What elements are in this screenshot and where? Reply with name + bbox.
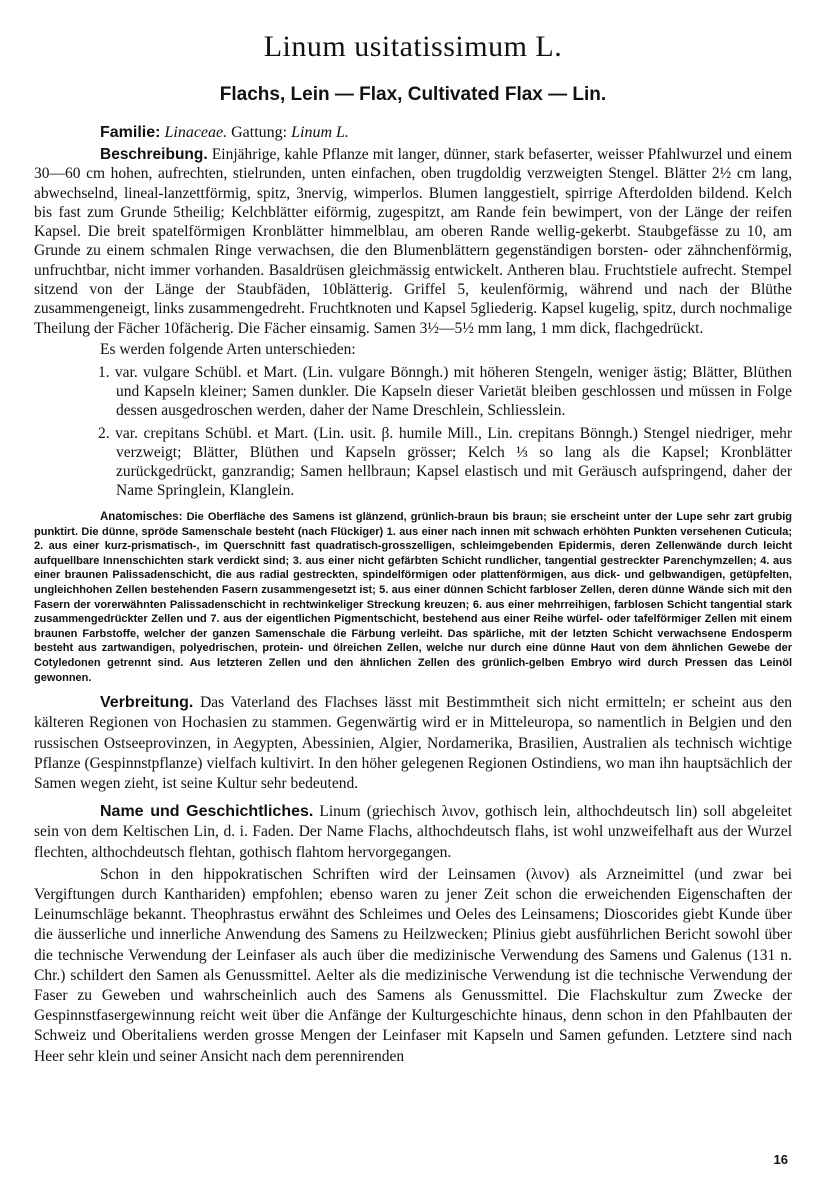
familie-label: Familie: xyxy=(100,124,161,141)
anatomy-label: Anatomisches: xyxy=(100,510,183,523)
page-title: Linum usitatissimum L. xyxy=(263,30,563,63)
family-name: Linaceae. xyxy=(164,124,228,141)
page-number: 16 xyxy=(773,1152,788,1167)
description-text: Einjährige, kahle Pflanze mit langer, dünner, stark befaserter, weisser Pfahlwurzel und einem 30—60 cm hohen, aufrechten, stielrunden, unten einfachen, oben trugdoldig verzweigten Stengel. Blätter 2½ cm lang, abwechselnd, lineal-lanzettförmig, spitz, 3nervig, wimperlos. Blumen langgestielt, spirrige Afterdolden bildend. Kelch bis fast zum Grunde 5theilig; Kelchblätter eiförmig, zugespitzt, am Rande fein bewimpert, von der Länge der reifen Kapsel. Die breit spatelförmigen Kronblätter himmelblau, am oberen Rande wellig-gekerbt. Staubgefässe zu 10, am Grunde zu einem schmalen Ringe verwachsen, die den Blumenblättern gegenständigen borsten- oder zähnchenförmig, unfruchtbar, nicht immer vorhanden. Basaldrüsen gleichmässig entwickelt. Antheren blau. Fruchtstiele aufrecht. Stempel sitzend von der Länge der Staubfäden, 10blätterig. Griffel 5, keulenförmig, während und nach der Blüthe zusammengeneigt, links zusammengedreht. Fruchtknoten und Kapsel 5gliederig. Kapsel kugelig, spitz, durch nochmalige Theilung der Fächer 10fächerig. Die Fächer einsamig. Samen 3½—5½ mm lang, 1 mm dick, flachgedrückt. xyxy=(34,146,792,337)
main-text xyxy=(34,122,792,1067)
distribution-paragraph xyxy=(34,693,792,794)
description-paragraph xyxy=(34,145,792,338)
anatomy-text: Die Oberfläche des Samens ist glänzend, grünlich-braun bis braun; sie erscheint unter der Lupe sehr zart grubig punktirt. Die dünne, spröde Samenschale besteht (nach Flückiger) 1. aus einer nach innen mit schwach erhöhten Punkten versehenen Cuticula; 2. aus einer kurz-prismatisch-, im Querschnitt fast quadratisch-grosszelligen, schleimgebenden Epidermis, deren Zellenwände durch leicht aufquellbare Innenschichten stark verdickt sind; 3. aus einer nicht gefärbten Schicht rundlicher, tangential gestreckter Parenchymzellen; 4. aus einer braunen Palissadenschicht, die aus radial gestreckten, spindelförmigen oder plattenförmigen, aus dick- und gelbwandigen, getüpfelten, ungleichhohen Zellen bestehenden Fasern zusammengesetzt ist; 5. aus einer dünnen Schicht farbloser Zellen, deren dünne Wände sich mit den Fasern der vorerwähnten Palissadenschicht in rechtwinkeliger Streckung kreuzen; 6. aus einer mehrreihigen, farblosen Schicht tangential stark zusammengedrückter Zellen und 7. aus der eigentlichen Pigmentschicht, bestehend aus einer Reihe würfel- oder tafelförmiger Zellen mit einem braunen Farbstoffe, welcher der ganzen Samenschale die Färbung verleiht. Das spärliche, mit der letzten Schicht verwachsene Endosperm besteht aus zartwandigen, polyedrischen, protein- und ölreichen Zellen, welche nur durch eine dünne Haut von dem ähnlichen Gewebe der Cotyledonen getrennt sind. Aus letzteren Zellen und den ähnlichen Zellen des grünlich-gelben Embryo wird durch Pressen das Leinöl gewonnen. xyxy=(34,510,793,684)
family-line xyxy=(100,122,792,144)
history-paragraph-2: Schon in den hippokratischen Schriften wird der Leinsamen (λινον) als Arzneimittel (und zwar bei Vergiftungen durch Kanthariden) empfohlen; ebenso waren zu jener Zeit schon die erweichenden Eigenschaften der Leinumschläge bekannt. Theophrastus erwähnt des Schleimes und Oeles des Leinsamens; Dioscorides giebt Kunde über die äusserliche und innerliche Anwendung des Samens zu Heilzwecken; Plinius giebt ausführlichen Bericht sowohl über die technische Verwendung der Leinfaser als auch über die medizinische Verwendung des Samens und Galenus (131 n. Chr.) schildert den Samen als Genussmittel. Aelter als die medizinische Verwendung ist die technische Verwendung der Faser zu Geweben und wahrscheinlich auch des Samens als Genussmittel. Die Flachskultur zum Zwecke der Gespinnstfasergewinnung reicht weit über die Anfänge der Kulturgeschichte hinaus, denn schon in den Pfahlbauten der Schweiz und Oberitaliens werden grosse Mengen der Leinfaser mit Kapseln und Samen gefunden. Letztere sind nach Heer sehr klein und seiner Ansicht nach dem perennirenden xyxy=(34,865,792,1065)
distribution-text: Das Vaterland des Flachses lässt mit Bestimmtheit sich nicht ermitteln; er scheint aus den kälteren Regionen von Hochasien zu stammen. Gegenwärtig wird er in Mitteleuropa, so namentlich in Belgien und den russischen Ostseeprovinzen, in Aegypten, Abessinien, Algier, Nordamerika, Brasilien, Australien als technisch wichtige Pflanze (Gespinnstpflanze) vielfach kultivirt. In den höher gelegenen Regionen Ostindiens, wo man ihn hauptsächlich der Samen wegen zieht, ist seine Kultur sehr bedeutend. xyxy=(34,694,792,792)
variety-crepitans: 2. var. crepitans Schübl. et Mart. (Lin. usit. β. humile Mill., Lin. crepitans Bönngh.) Stengel niedriger, mehr verzweigt; Blätter, Blüthen und Kapseln grösser; Kelch ⅓ so lang als die Kapsel; Kronblätter zurückgedrückt, ganzrandig; Samen hellbraun; Kapsel elastisch und mit Geräusch aufspringend, daher der Name Springlein, Klanglein. xyxy=(98,424,792,499)
variety-vulgare: 1. var. vulgare Schübl. et Mart. (Lin. vulgare Bönngh.) mit höheren Stengeln, weniger ästig; Blätter, Blüthen und Kapseln kleiner; Samen dunkler. Die Kapseln dieser Varietät bleiben geschlossen und müssen in Folge dessen ausgedroschen werden, daher der Name Dreschlein, Schliesslein. xyxy=(98,363,792,419)
history-text: Linum (griechisch λινον, gothisch lein, althochdeutsch lin) soll abgeleitet sein von dem Keltischen Lin, d. i. Faden. Der Name Flachs, althochdeutsch flahs, ist wohl unzweifelhaft aus der Wurzel flechten, althochdeutsch flehtan, gothisch flahtom hervorgegangen. xyxy=(34,803,792,861)
page-subtitle: Flachs, Lein — Flax, Cultivated Flax — Lin. xyxy=(219,84,607,105)
anatomy-paragraph xyxy=(34,510,792,685)
history-label: Name und Geschichtliches. xyxy=(100,803,314,821)
distribution-label: Verbreitung. xyxy=(100,694,194,712)
history-paragraph xyxy=(34,802,792,863)
genus-name: Linum L. xyxy=(291,124,349,141)
gattung-label: Gattung: xyxy=(231,124,288,141)
varieties-intro: Es werden folgende Arten unterschieden: xyxy=(100,340,356,358)
description-label: Beschreibung. xyxy=(100,146,208,163)
